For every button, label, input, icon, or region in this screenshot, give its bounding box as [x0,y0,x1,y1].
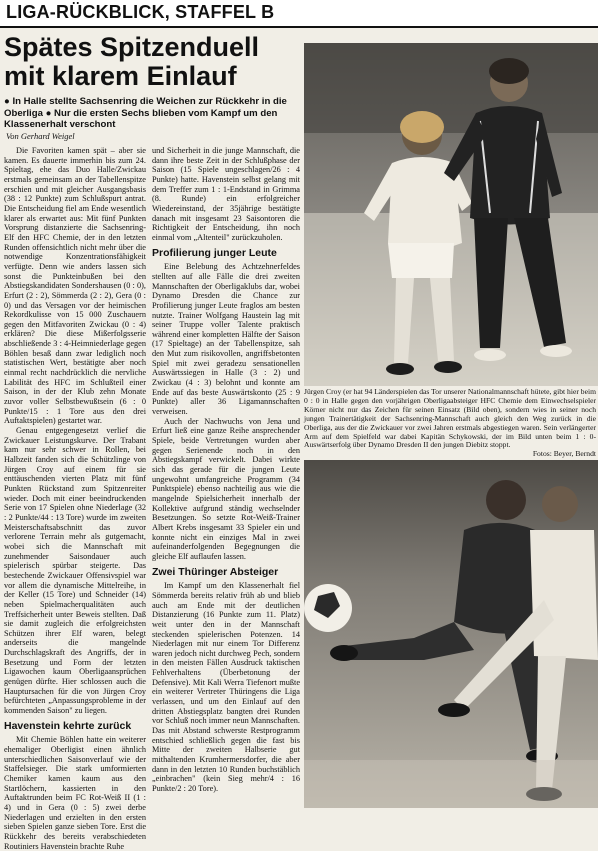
paragraph: Die Favoriten kamen spät – aber sie kamen. Es dauerte immerhin bis zum 24. Spieltag, ehe das Duo Halle/Zwickau erstmals gemeinsam an der Tabellenspitze erschien und mit gleicher Ausgangsbasis (38 : 12 Punkte) zum Schlußspurt antrat. Die Entscheidung fiel am Ende wesentlich klarer als erwartet aus: Mit fünf Punkten Vorsprung distanzierte die Sachsenring-Elf den HFC Chemie, der in den letzten Runden offensichtlich nicht mehr über die notwendige Konzentrationsfähigkeit verfügte. Denn wie anders lassen sich sonst die Punkteinbußen bei den Abstiegskandidaten Sondershausen (0 : 0), Erfurt (2 : 2), Sömmerda (2 : 2), Gera (0 : 0) und das Versagen vor der heimischen Rekordkulisse von 15 000 Zuschauern gegen den Mitfavoriten Zwickau (0 : 4) erklären? Die diese Mißerfolgsserie abschließende 3 : 4-Heimniederlage gegen Böhlen besaß dann zwar lediglich noch statistischen Wert, bestätigte aber noch einmal recht nachdrücklich die nervliche Labilität des HFC im Schlußteil einer Saison, in der der Klub zehn Monate zuvor voller Selbstbewußtsein (6 : 0 Punkte/15 : 1 Tore aus den drei Auftaktspielen) gestartet war. [4,146,146,426]
paragraph: Genau entgegengesetzt verlief die Zwickauer Leistungskurve. Der Trabant kam nur sehr schwer in Rollen, bei Halbzeit fanden sich die Schützlinge von Jürgen Croy auf einem für sie enttäuschenden vierten Platz mit fünf Punkten Rückstand zum Spitzenreiter wieder. Doch mit einer beeindruckenden Serie von 17 Spielen ohne Niederlage (32 : 2 Punkte/44 : 13 Tore) wurde im zweiten Meisterschaftsabschnitt das zuvor verlorene Terrain mehr als gutgemacht, wobei sich die Mannschaft mit zunehmender Saisondauer auch spielerisch spürbar steigerte. Das bestechende Zwickauer Offensivspiel war vor allem die dynamische Mittelreihe, in der Keller (15 Tore) und Schneider (14) neben Spielmacherqualitäten auch Treffsicherheit unter Beweis stellten. Daß sie damit zugleich die erfolgreichsten Schützen ihrer Elf waren, belegt anderseits die mangelnde Durchschlagskraft des Angriffs, der in Besetzung und Form der letzten Ligawochen kaum Oberligaansprüchen genügen dürfte. Hier schlossen auch die Hauptursachen für die von Jürgen Croy befürchteten „Anpassungsprobleme in der kommenden Saison" zu liegen. [4,426,146,716]
paragraph: Im Kampf um den Klassenerhalt fiel Sömmerda bereits relativ früh ab und blieb auch am Ende mit der deutlichen Distanzierung (16 Punkte zum 11. Platz) weit unter den in der Mannschaft steckenden spielerischen Potenzen. 14 Niederlagen mit nur einem Tor Differenz waren jedoch nicht durchweg Pech, sondern in den meisten Fällen Ausdruck taktischen Fehlverhaltens (Überbetonung der Defensive). Mit Kali Werra Tiefenort mußte ein weiterer Vertreter Thüringens die Liga verlassen, und um den Einlauf auf den dritten Abstiegsplatz bangten drei Runden vor Schluß noch immer neun Mannschaften. Das mit Abstand schwerste Restprogramm entschied schließlich gegen die fast bis Mitte der zweiten Halbserie gut mithaltenden Krumhermersdorfer, die aber dann in den letzten 10 Runden buchstäblich „einbrachen" (kein Sieg mehr/4 : 16 Punkte/2 : 20 Tore). [152,581,300,793]
section-heading: Profilierung junger Leute [152,246,277,259]
paragraph: Mit Chemie Böhlen hatte ein weiterer ehemaliger Oberligist einen ähnlich unterschiedlichen Saisonverlauf wie der Staffelsieger. Die stark umformierten Chemiker kamen kaum aus den Startlöchern, kassierten in den Auftaktrunden beim FC Rot-Weiß II (1 : 4) und in Gera (0 : 5) zwei derbe Niederlagen und erzielten in den ersten sieben Spielen ganze sieben Tore. Erst die Rückkehr des bereits verabschiedeten Routiniers Havenstein brachte Ruhe [4,735,146,851]
deck-text: In Halle stellte Sachsenring die Weichen zur Rückkehr in die Oberliga ● Nur die ersten Sechs blieben vom Kampf um den Klassenerhalt verschont [4,96,287,130]
photo-top [304,43,598,386]
photo-caption [304,388,596,459]
paragraph: Eine Belebung des Achtzehnerfeldes stellten auf alle Fälle die drei zweiten Mannschaften der Oberligaklubs dar, wobei Dynamo Dresden die Chance zur Profilierung junger Leute fraglos am besten nutzte. Trainer Wolfgang Haustein lag mit seiner Truppe voller Talente praktisch während einer kompletten Hälfte der Saison (17 Spieltage) an der Tabellenspitze, sah den Mut zum risikovollen, angriffsbetonten Spiel mit zwei geradezu sensationellen Auswärtssiegen in Halle (3 : 2) und Zwickau (4 : 3) belohnt und konnte am Ende auf das beste Auswärtskonto (25 : 9 Punkte) aller 36 Ligamannschaften verweisen. [152,262,300,417]
headline-line-2: mit klarem Einlauf [4,61,237,91]
section-heading: Zwei Thüringer Absteiger [152,565,279,578]
caption-text: Jürgen Croy (er hat 94 Länderspielen das Tor unserer Nationalmannschaft hütete, gibt hier beim 0 : 0 in Halle gegen den vorjährigen Oberligaabsteiger HFC Chemie dem Einwechselspieler Körner nicht nur das Zeichen für seinen Einsatz (Bild oben), sondern wies in seiner noch jungen Trainertätigkeit der Sachsenring-Mannschaft auch gleich den Weg zurück in die Oberliga, aus der die Zwickauer vor zwei Jahren erstmals abgestiegen waren. Sein verlängerter Arm auf dem Spielfeld war dabei Kapitän Schykowski, der im Bild unten beim 1 : 0-Auswärtserfolg über Dynamo Dresden II den jungen Diebitz stoppt. [304,387,596,450]
subheadline [4,96,304,131]
bullet-icon: ● [4,96,13,107]
paragraph: und Sicherheit in die junge Mannschaft, die dann ihre beste Zeit in der Schlußphase der Saison (15 Spiele ungeschlagen/26 : 4 Punkte) hatte. Havenstein selbst gelang mit dem Treffer zum 1 : 1-Endstand in Grimma (8. Runde) ein erfolgreicher Wiedereinstand, der 35jährige bestätigte danach mit insgesamt 23 Saisontoren die Richtigkeit der Entscheidung, ihn noch einmal vom „Altenteil" zurückzuholen. [152,146,300,242]
article-column-2 [152,146,300,794]
kicker-text: LIGA-RÜCKBLICK, STAFFEL B [6,2,275,22]
photo-bottom [304,460,598,808]
photo-bottom-image [304,460,598,808]
section-kicker [0,0,598,28]
photo-credit: Fotos: Beyer, Berndt [532,449,596,459]
photo-top-image [304,43,598,386]
headline-line-1: Spätes Spitzenduell [4,32,260,62]
author-byline: Von Gerhard Weigel [6,131,75,141]
article-column-1 [4,146,146,851]
section-heading: Havenstein kehrte zurück [4,719,132,732]
headline [4,33,304,91]
paragraph: Auch der Nachwuchs von Jena und Erfurt ließ eine ganze Reihe ansprechender Spiele, beide Vertretungen wurden aber gegen Serienende noch in den Abstiegskampf verwickelt. Dabei wirkte sich das gerade für die jungen Leute ungewohnt umfangreiche Programm (34 Punktspiele) ebenso nachteilig aus wie die mangelnde Spielsicherheit innerhalb der Kollektive aufgrund ständig wechselnder Besetzungen. So setzte Rot-Weiß-Trainer Albert Krebs insgesamt 33 Spieler ein und konnte nicht ein einziges Mal in zwei aufeinanderfolgenden Begegnungen die gleiche Elf auflaufen lassen. [152,416,300,561]
